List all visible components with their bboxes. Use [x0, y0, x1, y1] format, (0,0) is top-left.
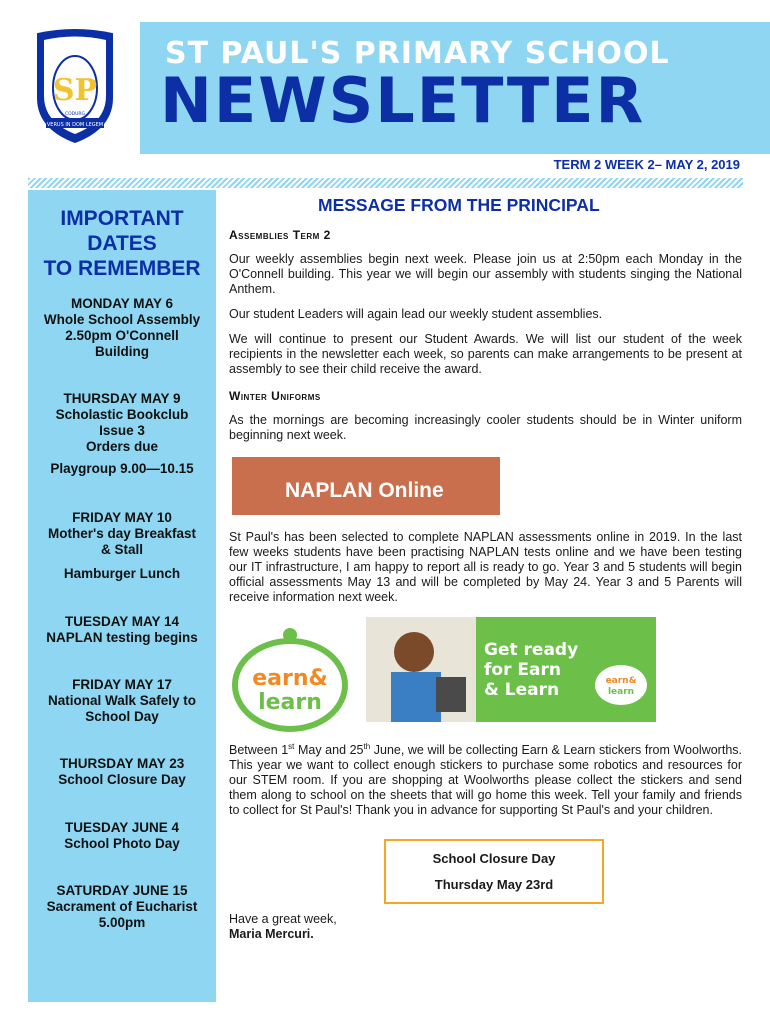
sidebar-title: IMPORTANT DATES TO REMEMBER — [43, 207, 201, 280]
school-crest-logo — [30, 28, 120, 146]
winter-uniforms-heading: Winter Uniforms — [229, 389, 321, 403]
svg-text:CODURG: CODURG — [64, 112, 86, 117]
uniforms-paragraph: As the mornings are becoming increasingly cooler students should be in Winter uniform beginning next week. — [229, 413, 742, 442]
svg-text:SP: SP — [52, 73, 98, 108]
earn-and-learn-logo — [232, 625, 348, 733]
earn-learn-paragraph: Between 1st May and 25th June, we will be collecting Earn & Learn stickers from Woolworths. This year we want to collect enough stickers to purchase some robotics and resources for our STEM room. If you are shopping at Woolworths please collect the stickers and send them along to school on the sheets that will go home this week. Tell your family and friends to collect for St Paul's! Thank you in advance for supporting St Paul's and your children. — [229, 742, 742, 818]
child-head — [394, 632, 434, 672]
naplan-paragraph: St Paul's has been selected to complete NAPLAN assessments online in 2019. In the last few weeks students have been practising NAPLAN tests online and we have been testing our IT infrastructure, I am happy to report all is ready to go. Year 3 and 5 students will begin official assessments May 13 and will be completed by May 24. Year 3 and 5 Parents will receive information next week. — [229, 530, 742, 604]
event-saturday-june-15: SATURDAY JUNE 15 Sacrament of Eucharist 5.00pm — [46, 883, 198, 930]
earn-and-learn-banner — [366, 617, 656, 722]
principal-message-heading: MESSAGE FROM THE PRINCIPAL — [318, 195, 600, 215]
event-monday-may-6: MONDAY MAY 6 Whole School Assembly 2.50pm O'Connell Building — [43, 296, 201, 359]
svg-text:learn: learn — [607, 687, 635, 697]
signoff-greeting: Have a great week, — [229, 912, 337, 926]
earn-banner-artwork — [366, 617, 656, 722]
svg-text:VERUS IN DOM LEGEM: VERUS IN DOM LEGEM — [46, 122, 104, 128]
assemblies-paragraph-2: Our student Leaders will again lead our weekly student assemblies. — [229, 307, 603, 321]
child-uniform — [391, 672, 441, 722]
svg-text:learn: learn — [258, 690, 322, 715]
hatch-divider — [28, 178, 743, 188]
naplan-banner-text: NAPLAN Online — [285, 479, 444, 502]
school-closure-callout — [384, 839, 604, 904]
assemblies-paragraph-3: We will continue to present our Student Awards. We will list our student of the week recipients in the newsletter each week, so parents can make arrangements to be present at assembly to see their child receive the award. — [229, 332, 742, 376]
newsletter-title: NEWSLETTER — [160, 64, 646, 137]
important-dates-sidebar — [28, 190, 216, 1002]
svg-text:for Earn: for Earn — [484, 660, 561, 680]
signoff-name: Maria Mercuri. — [229, 927, 314, 941]
assemblies-heading: Assemblies Term 2 — [229, 228, 331, 242]
event-hamburger-lunch: Hamburger Lunch — [63, 566, 181, 581]
event-friday-may-17: FRIDAY MAY 17 National Walk Safely to School Day — [47, 677, 197, 724]
term-date-line: TERM 2 WEEK 2– MAY 2, 2019 — [553, 157, 740, 172]
assemblies-paragraph-1: Our weekly assemblies begin next week. Please join us at 2:50pm each Monday in the O'Connell building. This year we will begin our assembly with students singing the National Anthem. — [229, 252, 742, 296]
closure-date: Thursday May 23rd — [434, 877, 554, 892]
signoff — [229, 912, 337, 942]
school-name: ST PAUL'S PRIMARY SCHOOL — [165, 36, 670, 71]
event-tuesday-june-4: TUESDAY JUNE 4 School Photo Day — [64, 820, 180, 851]
event-playgroup: Playgroup 9.00—10.15 — [50, 461, 194, 476]
event-thursday-may-9: THURSDAY MAY 9 Scholastic Bookclub Issue 3 Orders due — [55, 391, 189, 454]
svg-text:earn&: earn& — [605, 676, 637, 686]
event-thursday-may-23: THURSDAY MAY 23 School Closure Day — [58, 756, 186, 787]
svg-text:& Learn: & Learn — [484, 680, 560, 700]
microscope — [436, 677, 466, 712]
event-tuesday-may-14: TUESDAY MAY 14 NAPLAN testing begins — [46, 614, 198, 645]
event-friday-may-10: FRIDAY MAY 10 Mother's day Breakfast & Stall — [47, 510, 196, 557]
svg-text:Get ready: Get ready — [484, 640, 579, 660]
closure-title: School Closure Day — [432, 851, 556, 866]
svg-text:earn&: earn& — [252, 666, 328, 691]
